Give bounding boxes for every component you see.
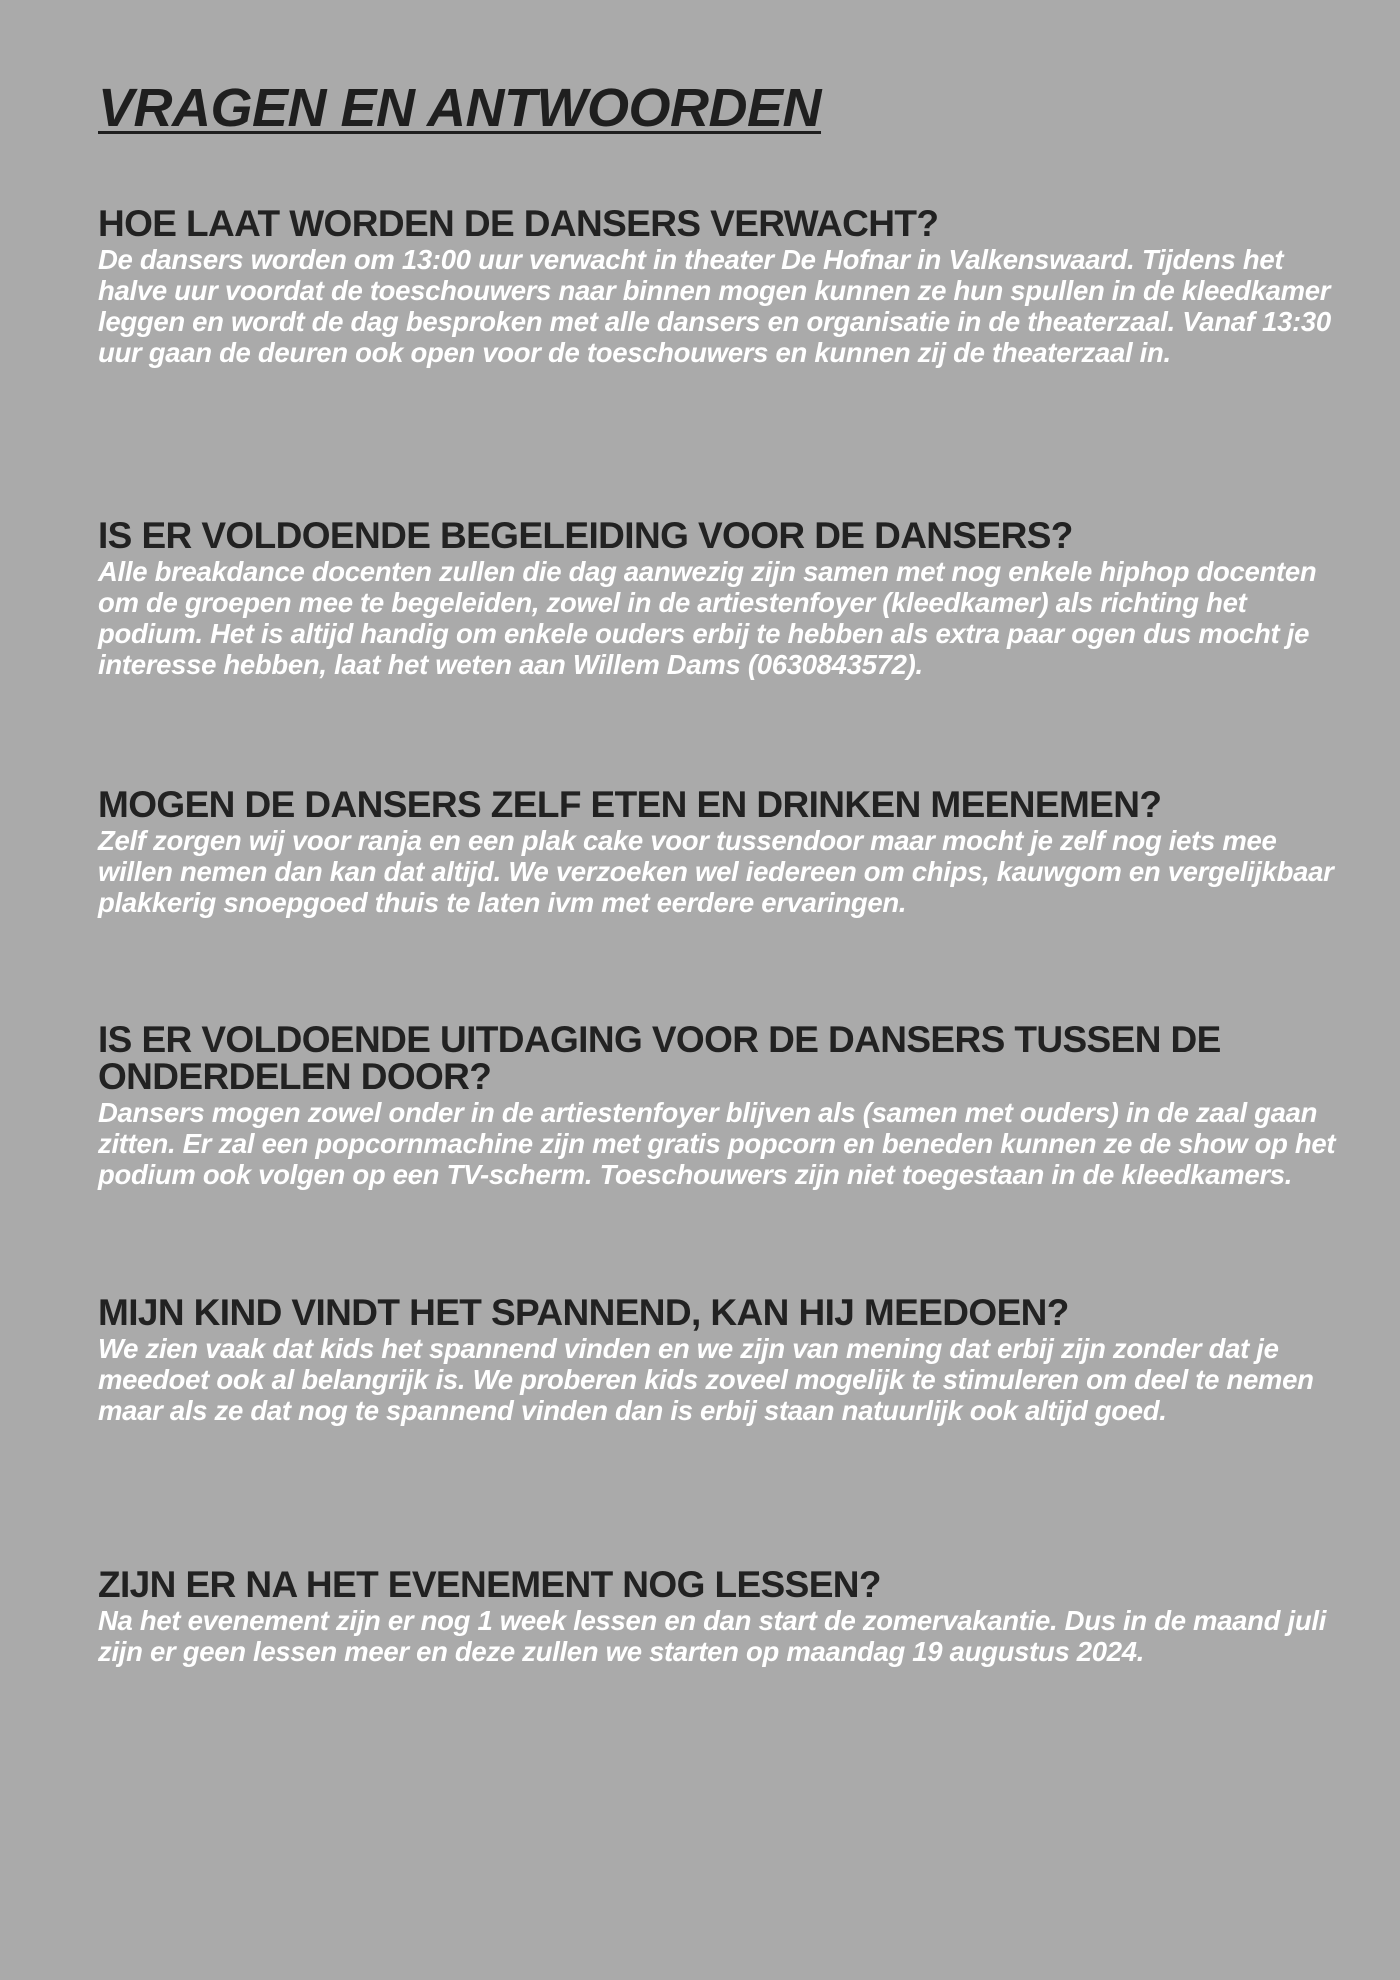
faq-answer: Dansers mogen zowel onder in de artiestenfoyer blijven als (samen met ouders) in de zaal gaan zitten. Er zal een popcornmachine zijn met gratis popcorn en beneden kunnen ze de show op het podium ook volgen op een TV-scherm. Toeschouwers zijn niet toegestaan in de kleedkamers. bbox=[98, 1097, 1336, 1190]
faq-answer: Zelf zorgen wij voor ranja en een plak cake voor tussendoor maar mocht je zelf nog iets mee willen nemen dan kan dat altijd. We verzoeken wel iedereen om chips, kauwgom en vergelijkbaar plakkerig snoepgoed thuis te laten ivm met eerdere ervaringen. bbox=[98, 825, 1334, 918]
faq-answer: Alle breakdance docenten zullen die dag aanwezig zijn samen met nog enkele hiphop docenten om de groepen mee te begeleiden, zowel in de artiestenfoyer (kleedkamer) als richting het podium. Het is altijd handig om enkele ouders erbij te hebben als extra paar ogen dus mocht je interesse hebben, laat het weten aan Willem Dams (0630843572). bbox=[98, 556, 1317, 680]
page-title: VRAGEN EN ANTWOORDEN bbox=[98, 78, 822, 138]
faq-answer: Na het evenement zijn er nog 1 week lessen en dan start de zomervakantie. Dus in de maand juli zijn er geen lessen meer en deze zullen we starten op maandag 19 augustus 2024. bbox=[98, 1605, 1327, 1667]
faq-answer: We zien vaak dat kids het spannend vinden en we zijn van mening dat erbij zijn zonder dat je meedoet ook al belangrijk is. We proberen kids zoveel mogelijk te stimuleren om deel te nemen maar als ze dat nog te spannend vinden dan is erbij staan natuurlijk ook altijd goed. bbox=[98, 1333, 1314, 1426]
faq-answer: De dansers worden om 13:00 uur verwacht in theater De Hofnar in Valkenswaard. Tijdens het halve uur voordat de toeschouwers naar binnen mogen kunnen ze hun spullen in de kleedkamer leggen en wordt de dag besproken met alle dansers en organisatie in de theaterzaal. Vanaf 13:30 uur gaan de deuren ook open voor de toeschouwers en kunnen zij de theaterzaal in. bbox=[98, 244, 1331, 368]
faq-item-arrival-time bbox=[98, 205, 1348, 368]
faq-item-between-performances bbox=[98, 1021, 1348, 1190]
faq-question: MIJN KIND VINDT HET SPANNEND, KAN HIJ MEEDOEN? bbox=[98, 1292, 1069, 1333]
faq-question: IS ER VOLDOENDE BEGELEIDING VOOR DE DANSERS? bbox=[98, 515, 1073, 556]
faq-question: HOE LAAT WORDEN DE DANSERS VERWACHT? bbox=[98, 203, 939, 244]
faq-item-supervision bbox=[98, 517, 1348, 680]
faq-item-nervous-child bbox=[98, 1294, 1348, 1426]
faq-question: ZIJN ER NA HET EVENEMENT NOG LESSEN? bbox=[98, 1564, 881, 1605]
faq-item-lessons-after-event bbox=[98, 1566, 1348, 1667]
faq-question: MOGEN DE DANSERS ZELF ETEN EN DRINKEN MEENEMEN? bbox=[98, 784, 1162, 825]
faq-question: IS ER VOLDOENDE UITDAGING VOOR DE DANSERS TUSSEN DE ONDERDELEN DOOR? bbox=[98, 1019, 1221, 1097]
faq-item-food-drinks bbox=[98, 786, 1348, 918]
